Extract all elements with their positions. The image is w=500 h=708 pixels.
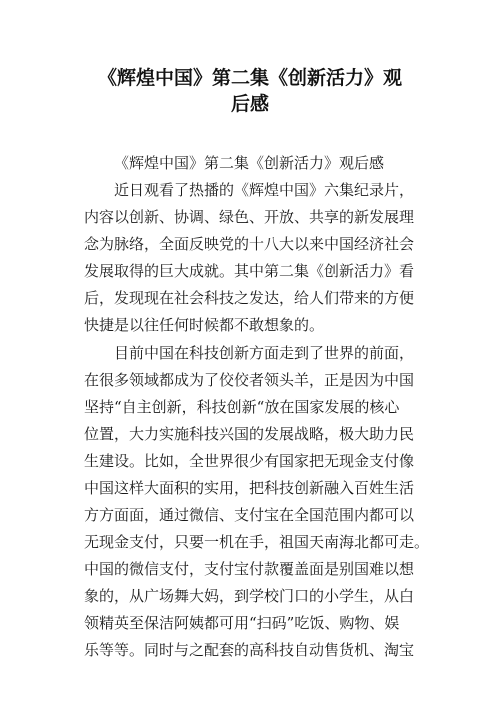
paragraph-line: 念为脉络，全面反映党的十八大以来中国经济社会 bbox=[84, 235, 415, 253]
paragraph-line: 方方面面，通过微信、支付宝在全国范围内都可以 bbox=[84, 506, 415, 524]
document-title-line-2: 后感 bbox=[230, 93, 269, 115]
paragraph-line: 象的，从广场舞大妈，到学校门口的小学生，从白 bbox=[84, 587, 415, 605]
paragraph-line: 坚持“自主创新，科技创新“放在国家发展的核心 bbox=[84, 398, 400, 416]
paragraph-line: 目前中国在科技创新方面走到了世界的前面， bbox=[114, 344, 415, 362]
paragraph-line: 中国这样大面积的实用，把科技创新融入百姓生活 bbox=[84, 479, 415, 497]
paragraph-line: 生建设。比如，全世界很少有国家把无现金支付像 bbox=[84, 452, 415, 470]
paragraph-line: 位置，大力实施科技兴国的发展战略，极大助力民 bbox=[84, 425, 415, 443]
document-title-line-1: 《辉煌中国》第二集《创新活力》观 bbox=[97, 67, 402, 89]
paragraph-line: 乐等等。同时与之配套的高科技自动售货机、淘宝 bbox=[84, 641, 415, 659]
document-subtitle: 《辉煌中国》第二集《创新活力》观后感 bbox=[114, 154, 385, 172]
paragraph-line: 内容以创新、协调、绿色、开放、共享的新发展理 bbox=[84, 208, 415, 226]
paragraph-line: 无现金支付，只要一机在手，祖国天南海北都可走。 bbox=[84, 533, 430, 551]
paragraph-line: 发展取得的巨大成就。其中第二集《创新活力》看 bbox=[84, 262, 415, 280]
paragraph-line: 快捷是以往任何时候都不敢想象的。 bbox=[84, 316, 325, 334]
paragraph-line: 在很多领域都成为了佼佼者领头羊，正是因为中国 bbox=[84, 371, 415, 389]
paragraph-line: 后，发现现在社会科技之发达，给人们带来的方便 bbox=[84, 289, 415, 307]
paragraph-line: 中国的微信支付，支付宝付款覆盖面是别国难以想 bbox=[84, 560, 415, 578]
paragraph-line: 领精英至保洁阿姨都可用“扫码”吃饭、购物、娱 bbox=[84, 614, 400, 632]
paragraph-line: 近日观看了热播的《辉煌中国》六集纪录片， bbox=[114, 181, 415, 199]
